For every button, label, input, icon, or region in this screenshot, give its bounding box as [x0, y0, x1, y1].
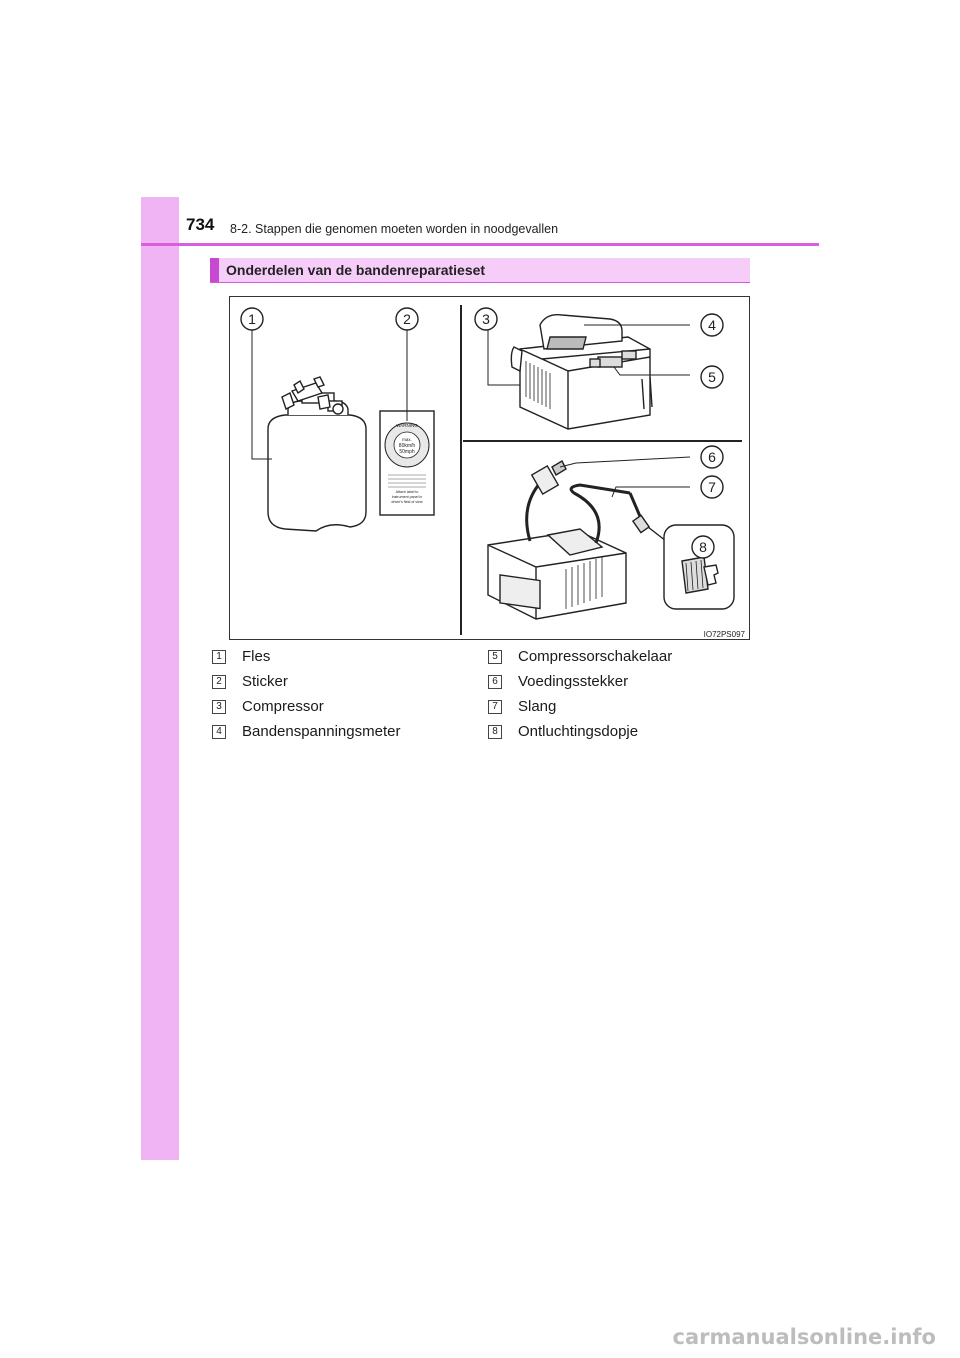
legend-number: 8 — [488, 725, 502, 739]
callout-4-label: 4 — [708, 317, 716, 333]
figure-code: IO72PS097 — [703, 630, 745, 639]
legend-number: 6 — [488, 675, 502, 689]
callout-3-label: 3 — [482, 311, 490, 327]
legend-number: 7 — [488, 700, 502, 714]
chapter-title: 8-2. Stappen die genomen moeten worden in noodgevallen — [230, 222, 559, 236]
legend-number: 1 — [212, 650, 226, 664]
callout-2-label: 2 — [403, 311, 411, 327]
section-title: Onderdelen van de bandenreparatieset — [226, 262, 486, 278]
section-heading — [210, 258, 750, 283]
sticker-caption-3: driver's field of view — [391, 500, 423, 504]
sticker-caption-2: instrument panel in — [391, 495, 423, 499]
legend-label: Sticker — [242, 673, 288, 690]
header-rule — [141, 243, 819, 246]
side-band — [141, 197, 179, 1160]
callout-8-label: 8 — [699, 539, 707, 555]
callout-1-label: 1 — [248, 311, 256, 327]
callout-7-label: 7 — [708, 479, 716, 495]
compressor-with-cables-drawing — [488, 461, 649, 619]
legend-label: Fles — [242, 648, 271, 665]
section-accent — [210, 258, 219, 282]
legend-label: Compressorschakelaar — [518, 648, 673, 665]
legend-number: 5 — [488, 650, 502, 664]
sticker-speed-1: max. — [402, 437, 412, 442]
sticker-caption-1: Attach label to — [395, 490, 419, 494]
repair-kit-illustration — [230, 297, 751, 641]
page-number: 734 — [186, 215, 215, 234]
legend-label: Compressor — [242, 698, 324, 715]
legend-label: Slang — [518, 698, 557, 715]
compressor-drawing — [511, 315, 652, 429]
valve-cap-inset — [648, 525, 734, 609]
repair-kit-figure — [229, 296, 750, 640]
callout-5-label: 5 — [708, 369, 716, 385]
legend-number: 2 — [212, 675, 226, 689]
sticker-speed-3: 50mph — [399, 449, 415, 455]
legend-number: 4 — [212, 725, 226, 739]
callout-6-label: 6 — [708, 449, 716, 465]
legend-label: Voedingsstekker — [518, 673, 629, 690]
legend-label: Ontluchtingsdopje — [518, 723, 639, 740]
legend-label: Bandenspanningsmeter — [242, 723, 401, 740]
sticker-warning: WARNING — [396, 423, 418, 428]
legend-number: 3 — [212, 700, 226, 714]
sticker-speed-2: 80km/h — [398, 443, 416, 449]
sticker-drawing — [380, 411, 434, 515]
bottle-drawing — [268, 377, 366, 531]
watermark: carmanualsonline.info — [672, 1325, 936, 1349]
